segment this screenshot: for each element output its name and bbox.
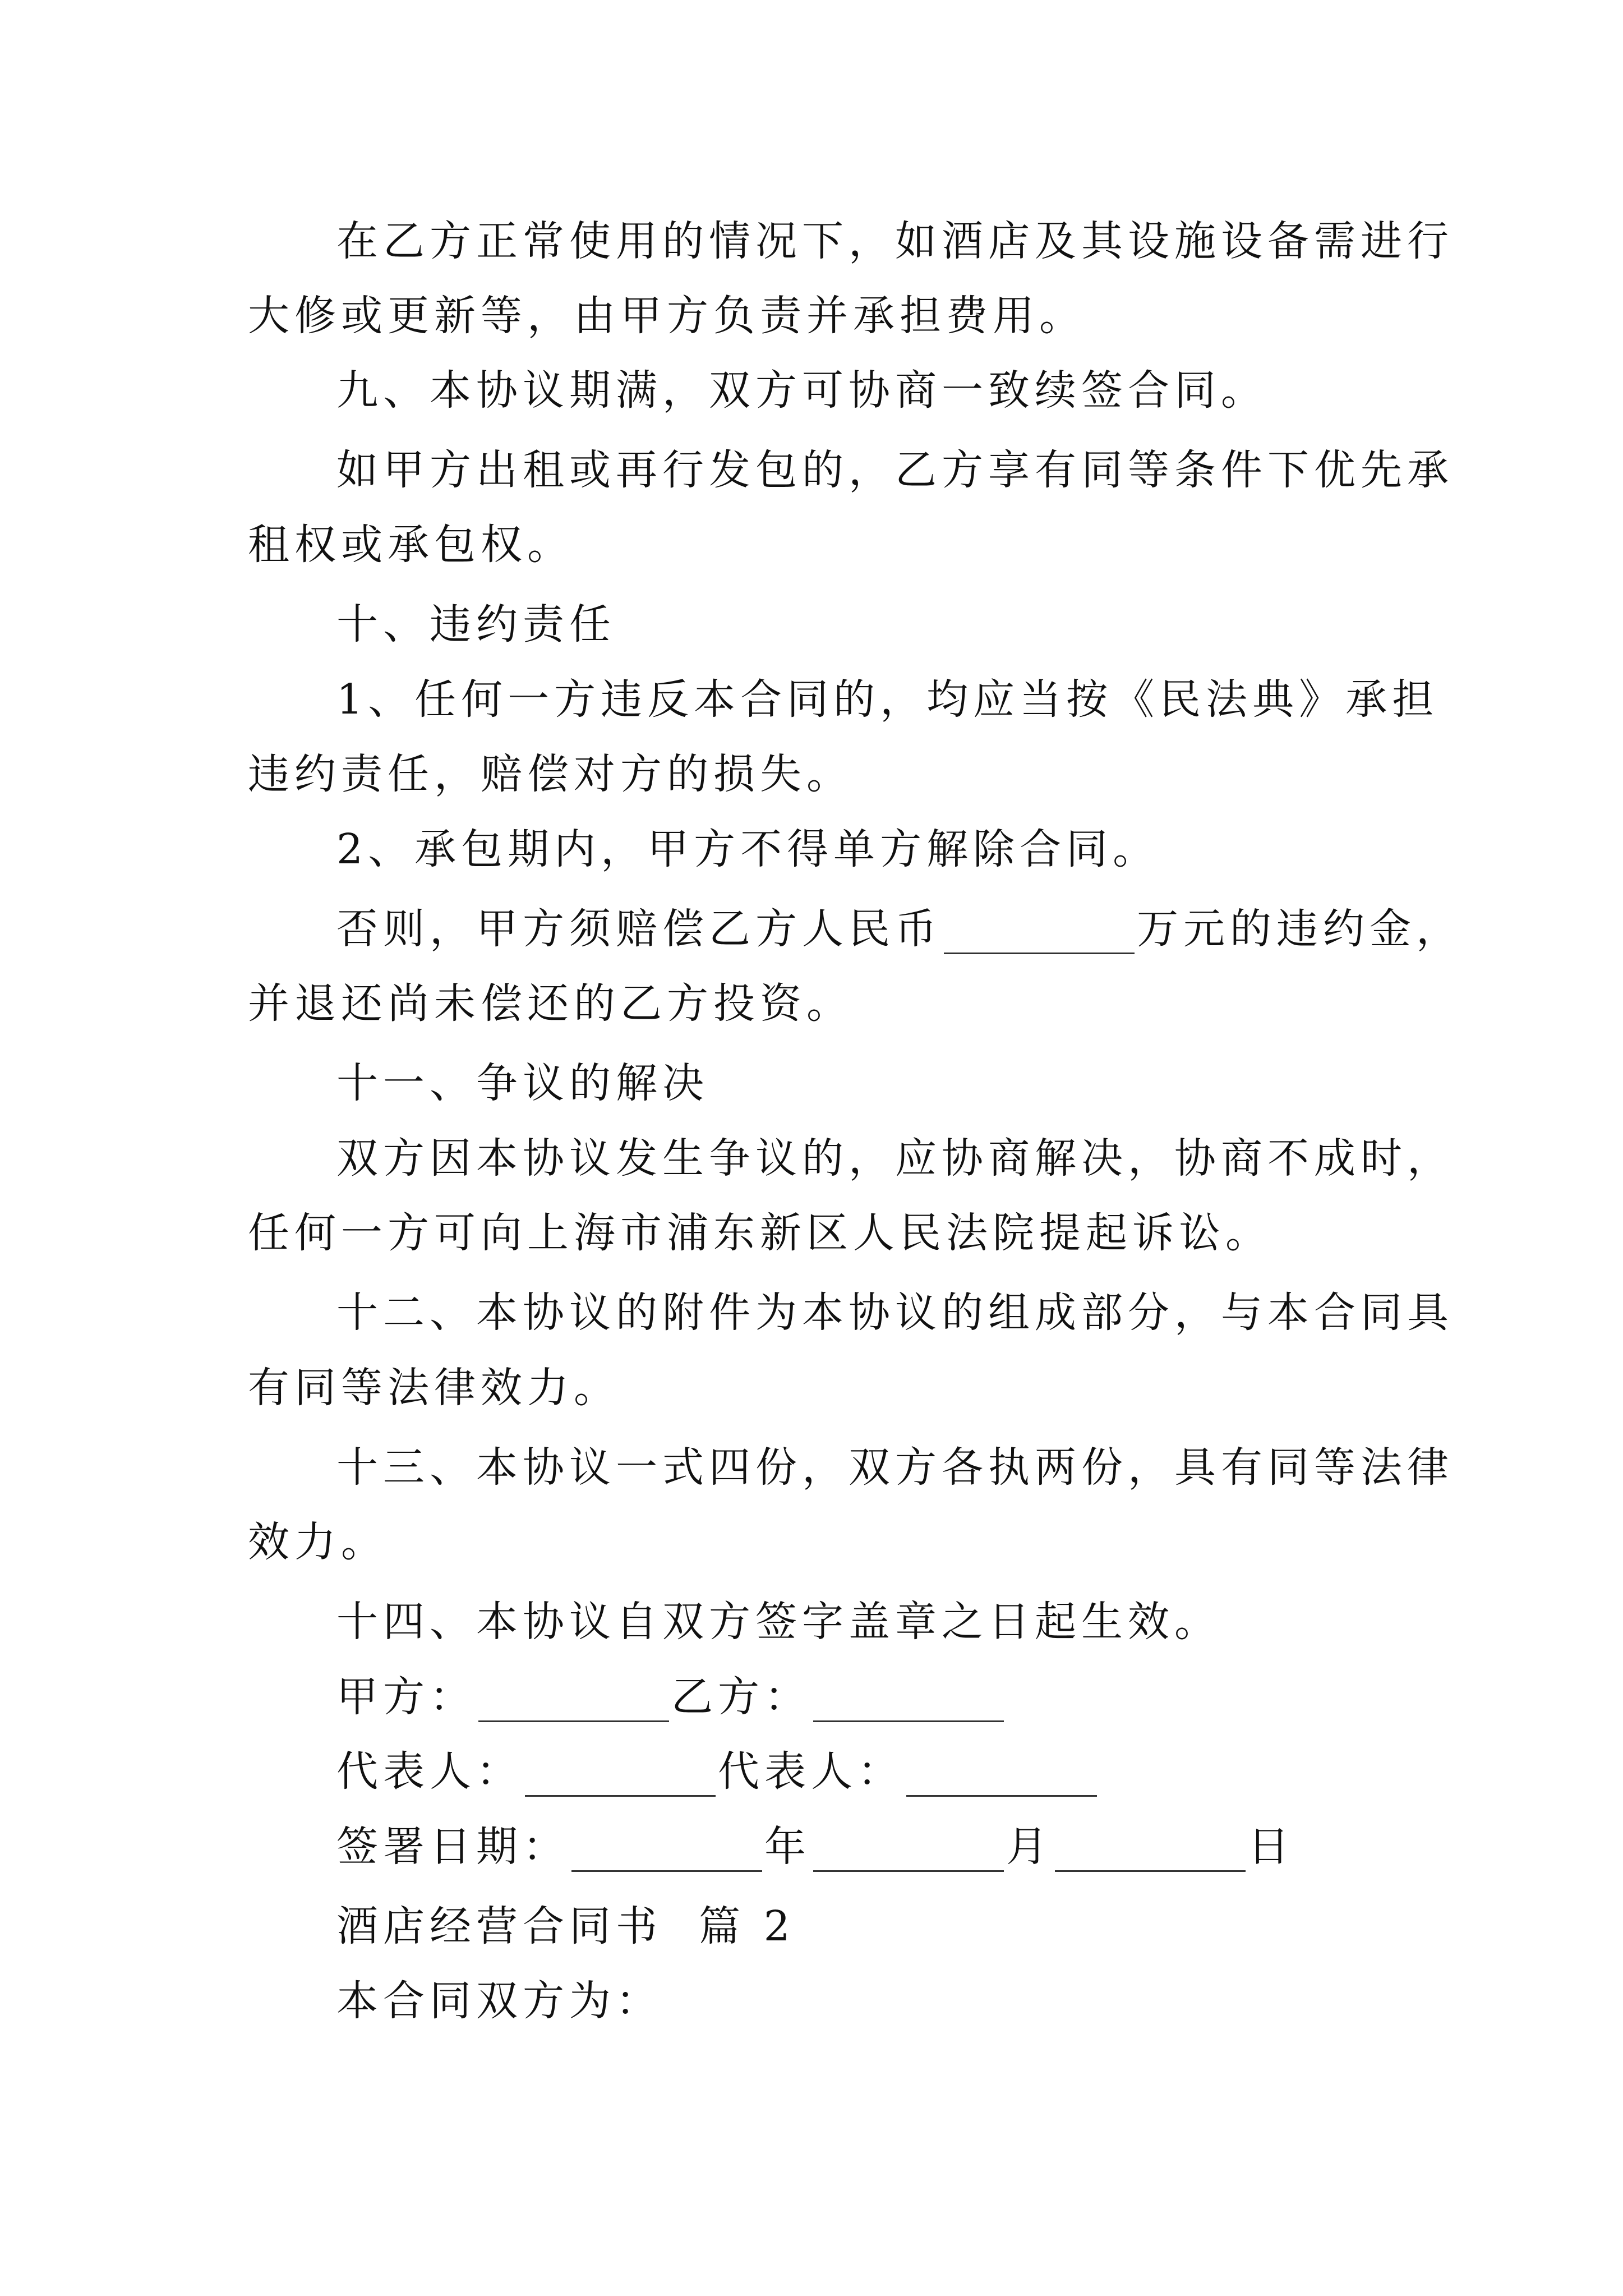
party-b-blank <box>813 1681 1004 1722</box>
penalty-text-end: 万元的违约金， <box>1137 905 1463 953</box>
paragraph-line: 租权或承包权。 <box>248 521 574 569</box>
amount-blank <box>944 913 1135 954</box>
year-blank <box>571 1831 762 1872</box>
year-label: 年 <box>764 1823 811 1871</box>
day-blank <box>1055 1831 1246 1872</box>
clause-eleven-heading: 十一、争议的解决 <box>336 1059 709 1107</box>
paragraph-line: 大修或更新等，由甲方负责并承担费用。 <box>248 292 1086 340</box>
clause-ten-heading: 十、违约责任 <box>336 600 616 648</box>
date-label: 签署日期： <box>336 1823 569 1871</box>
rep-a-blank <box>525 1756 716 1797</box>
party-b-label: 乙方： <box>671 1673 811 1721</box>
party-a-blank <box>478 1681 669 1722</box>
paragraph-line: 2、承包期内，甲方不得单方解除合同。 <box>336 825 1160 873</box>
rep-b-blank <box>906 1756 1097 1797</box>
paragraph-line: 任何一方可向上海市浦东新区人民法院提起诉讼。 <box>248 1209 1272 1257</box>
month-label: 月 <box>1006 1823 1053 1871</box>
penalty-text-start: 否则，甲方须赔偿乙方人民币 <box>336 905 942 953</box>
rep-a-label: 代表人： <box>336 1747 523 1796</box>
paragraph-line: 双方因本协议发生争议的，应协商解决，协商不成时， <box>336 1134 1454 1182</box>
paragraph-line: 有同等法律效力。 <box>248 1364 620 1412</box>
party-row <box>336 1672 1006 1722</box>
paragraph-line: 在乙方正常使用的情况下，如酒店及其设施设备需进行 <box>336 217 1454 265</box>
intro-line: 本合同双方为： <box>336 1977 662 2025</box>
paragraph-line: 如甲方出租或再行发包的，乙方享有同等条件下优先承 <box>336 446 1454 494</box>
representative-row <box>336 1746 1099 1797</box>
party-a-label: 甲方： <box>336 1673 476 1721</box>
date-row <box>336 1821 1294 1872</box>
paragraph-line: 违约责任，赔偿对方的损失。 <box>248 750 853 798</box>
penalty-line <box>336 904 1463 954</box>
paragraph-line: 效力。 <box>248 1518 388 1566</box>
rep-b-label: 代表人： <box>718 1747 904 1796</box>
clause-nine-line: 九、本协议期满，双方可协商一致续签合同。 <box>336 366 1267 415</box>
paragraph-line: 并退还尚未偿还的乙方投资。 <box>248 979 853 1028</box>
month-blank <box>813 1831 1004 1872</box>
clause-thirteen-line: 十三、本协议一式四份，双方各执两份，具有同等法律 <box>336 1443 1454 1492</box>
paragraph-line: 1、任何一方违反本合同的，均应当按《民法典》承担 <box>336 675 1439 724</box>
clause-twelve-line: 十二、本协议的附件为本协议的组成部分，与本合同具 <box>336 1289 1454 1337</box>
section-heading: 酒店经营合同书 篇 2 <box>336 1902 795 1950</box>
day-label: 日 <box>1248 1823 1294 1871</box>
clause-fourteen-line: 十四、本协议自双方签字盖章之日起生效。 <box>336 1598 1221 1646</box>
